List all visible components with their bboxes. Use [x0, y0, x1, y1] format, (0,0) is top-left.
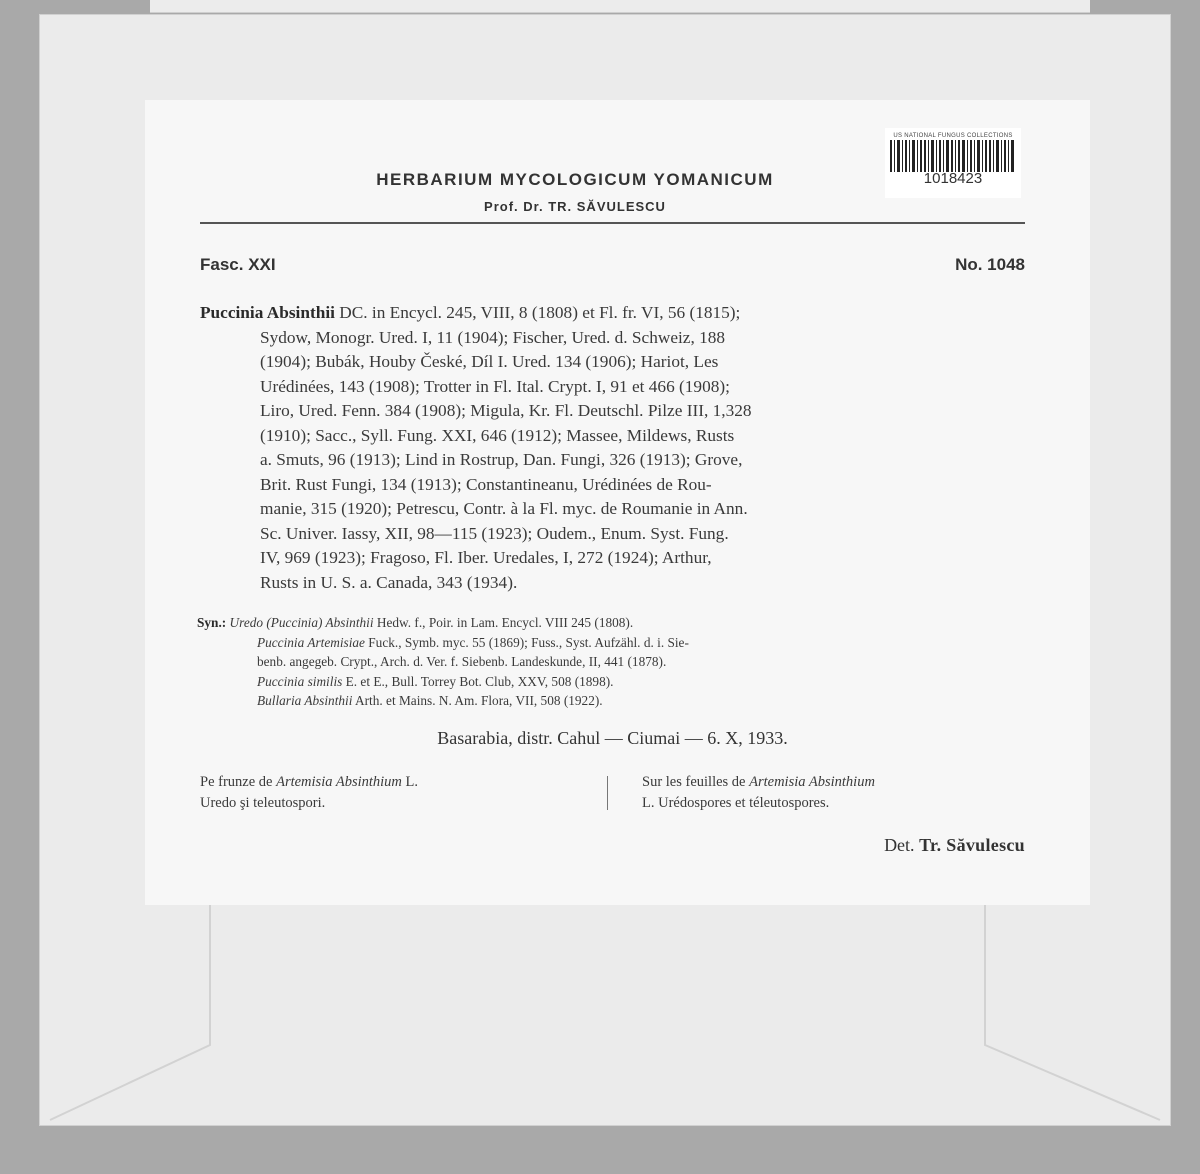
synonym-text: Arth. et Mains. N. Am. Flora, VII, 508 (1922).: [352, 693, 603, 708]
host-ro-prefix: Pe frunze de: [200, 774, 277, 790]
professor-name: Prof. Dr. TR. SĂVULESCU: [484, 199, 666, 214]
barcode-number: 1018423: [923, 170, 983, 187]
determiner-prefix: Det.: [884, 835, 920, 855]
citation-first-line: DC. in Encycl. 245, VIII, 8 (1808) et Fl. fr. VI, 56 (1815);: [334, 303, 741, 322]
host-ro-spores: Uredo şi teleutospori.: [200, 795, 326, 811]
host-fr-species: Artemisia Absinthium: [749, 774, 875, 790]
synonym-name: Puccinia Artemisiae: [257, 634, 365, 650]
synonym-name: Uredo (Puccinia) Absinthii: [229, 615, 374, 630]
citation-line: Sydow, Monogr. Ured. I, 11 (1904); Fischer, Ured. d. Schweiz, 188: [260, 327, 726, 347]
synonym-line: [197, 691, 1027, 711]
herbarium-label: [145, 100, 1090, 905]
institution-title: HERBARIUM MYCOLOGICUM YOMANICUM: [376, 170, 774, 189]
citation-line: Urédinées, 143 (1908); Trotter in Fl. Ital. Crypt. I, 91 et 466 (1908);: [260, 376, 730, 396]
barcode-caption: US NATIONAL FUNGUS COLLECTIONS: [893, 133, 1013, 139]
citation-line: Sc. Univer. Iassy, XII, 98—115 (1923); Oudem., Enum. Syst. Fung.: [260, 523, 729, 543]
synonym-text: benb. angegeb. Crypt., Arch. d. Ver. f. Siebenb. Landeskunde, II, 441 (1878).: [257, 654, 667, 669]
citation-line: [200, 301, 1025, 326]
citation-line: (1910); Sacc., Syll. Fung. XXI, 646 (1912); Massee, Mildews, Rusts: [260, 425, 735, 445]
host-ro-line: [200, 772, 600, 793]
citation-line: manie, 315 (1920); Petrescu, Contr. à la Fl. myc. de Roumanie in Ann.: [260, 499, 748, 518]
host-fr-spores: L. Urédospores et téleutospores.: [642, 795, 830, 811]
host-romanian: [200, 772, 600, 814]
synonym-name: Bullaria Absinthii: [257, 693, 353, 708]
barcode-label: [885, 128, 1021, 198]
header-rule: [200, 222, 1025, 224]
synonym-line: [197, 672, 1027, 692]
synonym-text: Hedw. f., Poir. in Lam. Encycl. VIII 245 (1808).: [373, 615, 634, 630]
collection-locality: Basarabia, distr. Cahul — Ciumai — 6. X, 1933.: [437, 728, 788, 748]
host-ro-author: L.: [401, 774, 419, 790]
barcode-icon: [888, 140, 1018, 172]
citation-line: Rusts in U. S. a. Canada, 343 (1934).: [260, 572, 518, 592]
synonym-text: Fuck., Symb. myc. 55 (1869); Fuss., Syst. Aufzähl. d. i. Sie-: [364, 634, 689, 650]
citation-line: a. Smuts, 96 (1913); Lind in Rostrup, Dan. Fungi, 326 (1913); Grove,: [260, 450, 743, 469]
synonym-name: Puccinia similis: [257, 673, 343, 689]
host-fr-line: [642, 772, 1042, 793]
synonym-text: E. et E., Bull. Torrey Bot. Club, XXV, 508 (1898).: [342, 673, 614, 689]
host-ro-species: Artemisia Absinthium: [276, 774, 402, 790]
upper-sheet-edge: [150, 0, 1090, 13]
host-french: [642, 772, 1042, 814]
species-citation: [200, 301, 1025, 595]
citation-line: IV, 969 (1923); Fragoso, Fl. Iber. Uredales, I, 272 (1924); Arthur,: [260, 548, 712, 567]
determiner: [884, 835, 1025, 856]
specimen-number: No. 1048: [955, 255, 1025, 274]
synonyms-label: Syn.:: [197, 615, 227, 630]
citation-line: Brit. Rust Fungi, 134 (1913); Constantineanu, Urédinées de Rou-: [260, 474, 712, 494]
synonym-line: [197, 613, 1027, 633]
determiner-name: Tr. Săvulescu: [919, 835, 1025, 855]
synonyms: [197, 613, 1027, 711]
host-fr-prefix: Sur les feuilles de: [642, 774, 750, 790]
synonym-line: [197, 652, 1027, 672]
synonym-line: [197, 633, 1027, 653]
host-divider: [607, 776, 608, 810]
citation-line: Liro, Ured. Fenn. 384 (1908); Migula, Kr. Fl. Deutschl. Pilze III, 1,328: [260, 401, 752, 420]
citation-line: (1904); Bubák, Houby České, Díl I. Ured. 134 (1906); Hariot, Les: [260, 352, 719, 371]
species-name: Puccinia Absinthii: [200, 303, 335, 322]
fascicle-number: Fasc. XXI: [200, 255, 276, 274]
packet-fold-lines: [40, 885, 1170, 1125]
